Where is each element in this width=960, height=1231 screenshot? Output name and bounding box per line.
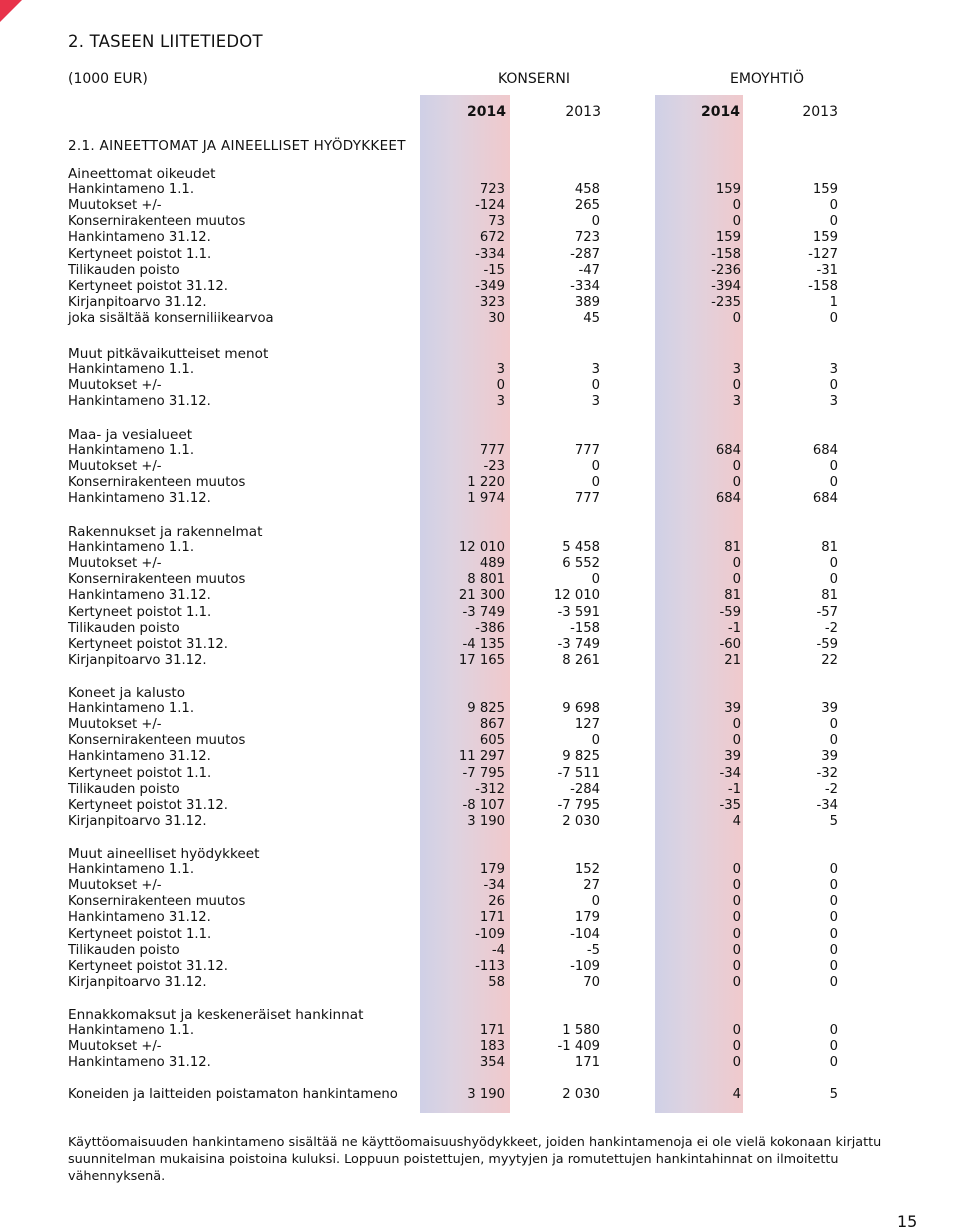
emoyhtio-2013-value: -158	[808, 278, 838, 294]
konserni-2013-value: 0	[591, 733, 600, 749]
group-heading: Ennakkomaksut ja keskeneräiset hankinnat	[68, 1007, 364, 1023]
emoyhtio-2013-value: 0	[829, 556, 838, 572]
konserni-2013-value: 777	[574, 443, 600, 459]
konserni-2014-value: -4	[491, 942, 505, 958]
emoyhtio-2014-value: 39	[724, 749, 741, 765]
row-label: Muutokset +/-	[68, 1039, 162, 1055]
row-label: Kertyneet poistot 31.12.	[68, 636, 228, 652]
row-label: Konsernirakenteen muutos	[68, 572, 246, 588]
konserni-2013-value: -3 749	[557, 636, 600, 652]
konserni-2013-value: 0	[591, 894, 600, 910]
unit-label: (1000 EUR)	[68, 71, 148, 87]
konserni-2014-value: 9 825	[467, 701, 505, 717]
konserni-2013-value: 9 698	[562, 701, 600, 717]
konserni-2014-value: 73	[488, 214, 505, 230]
konserni-2014-value: 1 974	[467, 491, 505, 507]
konserni-2013-value: 12 010	[553, 588, 600, 604]
konserni-2014-value: -23	[483, 459, 505, 475]
emoyhtio-2014-value: -236	[711, 262, 741, 278]
konserni-2014-value: 17 165	[458, 652, 505, 668]
konserni-header: KONSERNI	[498, 71, 570, 87]
table-row	[0, 717, 960, 733]
konserni-2014-value: -334	[475, 246, 505, 262]
konserni-2014-value: -15	[483, 262, 505, 278]
emoyhtio-2013-value: 0	[829, 310, 838, 326]
row-label: Muutokset +/-	[68, 556, 162, 572]
emoyhtio-2013-value: 0	[829, 942, 838, 958]
konserni-2014-value: 323	[479, 294, 505, 310]
row-label: Konsernirakenteen muutos	[68, 894, 246, 910]
emoyhtio-2014-value: 0	[732, 198, 741, 214]
konserni-2013-value: -7 795	[557, 797, 600, 813]
emoyhtio-2014-value: 0	[732, 556, 741, 572]
konserni-2013-value: 70	[583, 974, 600, 990]
konserni-2013-value: 3	[591, 394, 600, 410]
table-row	[0, 443, 960, 459]
emoyhtio-2014-value: 0	[732, 1023, 741, 1039]
konserni-2014-value: 12 010	[458, 540, 505, 556]
total-emoyhtio-2013: 5	[829, 1087, 838, 1102]
table-row	[0, 1055, 960, 1071]
row-label: Kirjanpitoarvo 31.12.	[68, 974, 207, 990]
row-label: Hankintameno 1.1.	[68, 182, 195, 198]
emoyhtio-2013-value: 0	[829, 572, 838, 588]
table-row	[0, 910, 960, 926]
konserni-2014-value: 3 190	[467, 813, 505, 829]
konserni-2013-value: -3 591	[557, 604, 600, 620]
konserni-2013-value: 0	[591, 572, 600, 588]
emoyhtio-2013-value: 0	[829, 926, 838, 942]
emoyhtio-2013-value: 0	[829, 974, 838, 990]
konserni-2013-value: 2 030	[562, 813, 600, 829]
year-konserni-2014: 2014	[467, 104, 506, 120]
emoyhtio-2013-value: -2	[824, 620, 838, 636]
table-row	[0, 814, 960, 830]
emoyhtio-2014-value: -1	[727, 620, 741, 636]
emoyhtio-2014-value: 159	[715, 230, 741, 246]
table-row	[0, 959, 960, 975]
emoyhtio-2014-value: 684	[715, 491, 741, 507]
table-row	[0, 749, 960, 765]
emoyhtio-2013-value: 159	[812, 230, 838, 246]
row-label: Tilikauden poisto	[68, 620, 180, 636]
year-emoyhtio-2013: 2013	[802, 104, 838, 120]
group-heading: Muut aineelliset hyödykkeet	[68, 846, 260, 862]
table-row	[0, 878, 960, 894]
konserni-2014-value: 3	[496, 362, 505, 378]
emoyhtio-2014-value: 159	[715, 182, 741, 198]
emoyhtio-2013-value: -2	[824, 781, 838, 797]
konserni-2013-value: 27	[583, 878, 600, 894]
konserni-2013-value: 0	[591, 475, 600, 491]
emoyhtio-2014-value: -1	[727, 781, 741, 797]
row-label: Kertyneet poistot 31.12.	[68, 278, 228, 294]
konserni-2013-value: -47	[578, 262, 600, 278]
emoyhtio-2013-value: 0	[829, 1039, 838, 1055]
total-label: Koneiden ja laitteiden poistamaton hankintameno	[68, 1087, 398, 1102]
row-label: Hankintameno 31.12.	[68, 230, 211, 246]
konserni-2013-value: 8 261	[562, 652, 600, 668]
emoyhtio-2013-value: 1	[829, 294, 838, 310]
konserni-2014-value: 354	[479, 1055, 505, 1071]
table-row	[0, 588, 960, 604]
table-row	[0, 491, 960, 507]
total-row	[0, 1087, 960, 1103]
table-row	[0, 263, 960, 279]
emoyhtio-2013-value: 0	[829, 1023, 838, 1039]
table-row	[0, 975, 960, 991]
table-row	[0, 782, 960, 798]
emoyhtio-2013-value: -57	[816, 604, 838, 620]
emoyhtio-2013-value: 3	[829, 362, 838, 378]
konserni-2014-value: 777	[479, 443, 505, 459]
konserni-2014-value: 179	[479, 862, 505, 878]
konserni-2013-value: 0	[591, 378, 600, 394]
emoyhtio-2014-value: 0	[732, 475, 741, 491]
emoyhtio-2014-value: -60	[719, 636, 741, 652]
konserni-2013-value: 458	[574, 182, 600, 198]
emoyhtio-2013-value: 0	[829, 910, 838, 926]
table-row	[0, 362, 960, 378]
konserni-2013-value: -5	[586, 942, 600, 958]
konserni-2014-value: 26	[488, 894, 505, 910]
emoyhtio-2013-value: -31	[816, 262, 838, 278]
emoyhtio-2014-value: 0	[732, 942, 741, 958]
row-label: Kertyneet poistot 1.1.	[68, 246, 212, 262]
konserni-2014-value: 723	[479, 182, 505, 198]
group-heading: Maa- ja vesialueet	[68, 427, 193, 443]
konserni-2013-value: -1 409	[557, 1039, 600, 1055]
table-row	[0, 701, 960, 717]
table-row	[0, 862, 960, 878]
emoyhtio-2014-value: -158	[711, 246, 741, 262]
table-row	[0, 378, 960, 394]
konserni-2013-value: -284	[570, 781, 600, 797]
table-row	[0, 214, 960, 230]
page-number: 15	[897, 1212, 918, 1231]
konserni-2014-value: 171	[479, 910, 505, 926]
konserni-2014-value: 489	[479, 556, 505, 572]
konserni-2013-value: 389	[574, 294, 600, 310]
group-heading: Aineettomat oikeudet	[68, 166, 216, 182]
row-label: Hankintameno 31.12.	[68, 491, 211, 507]
table-row	[0, 572, 960, 588]
emoyhtio-2014-value: 0	[732, 958, 741, 974]
emoyhtio-2013-value: 81	[821, 588, 838, 604]
emoyhtio-2013-value: 159	[812, 182, 838, 198]
footnote: Käyttöomaisuuden hankintameno sisältää ne käyttöomaisuushyödykkeet, joiden hankintamenoja ei ole vielä kokonaan kirjattu suunnitelman mukaisina poistoina kuluksi. Loppuun poistettujen, myytyjen ja romutettujen hankintahinnat on ilmoitettu vähennyksenä.	[68, 1135, 882, 1184]
konserni-2014-value: -124	[475, 198, 505, 214]
table-row	[0, 394, 960, 410]
table-row	[0, 1023, 960, 1039]
konserni-2014-value: 867	[479, 717, 505, 733]
emoyhtio-2013-value: 0	[829, 958, 838, 974]
table-row	[0, 279, 960, 295]
emoyhtio-2014-value: 0	[732, 878, 741, 894]
table-row	[0, 766, 960, 782]
table-row	[0, 943, 960, 959]
konserni-2014-value: -312	[475, 781, 505, 797]
emoyhtio-2014-value: 0	[732, 1055, 741, 1071]
group-heading: Rakennukset ja rakennelmat	[68, 524, 263, 540]
emoyhtio-2014-value: 81	[724, 588, 741, 604]
konserni-2014-value: 8 801	[467, 572, 505, 588]
konserni-2013-value: -287	[570, 246, 600, 262]
row-label: Konsernirakenteen muutos	[68, 733, 246, 749]
row-label: Kertyneet poistot 1.1.	[68, 604, 212, 620]
emoyhtio-2013-value: 0	[829, 717, 838, 733]
konserni-2013-value: -109	[570, 958, 600, 974]
page-title: 2. TASEEN LIITETIEDOT	[68, 32, 263, 51]
konserni-2013-value: 777	[574, 491, 600, 507]
konserni-2014-value: 21 300	[458, 588, 505, 604]
konserni-2014-value: 672	[479, 230, 505, 246]
konserni-2013-value: -334	[570, 278, 600, 294]
konserni-2014-value: -349	[475, 278, 505, 294]
konserni-2013-value: 0	[591, 459, 600, 475]
konserni-2013-value: 6 552	[562, 556, 600, 572]
year-konserni-2013: 2013	[565, 104, 601, 120]
konserni-2013-value: 3	[591, 362, 600, 378]
table-row	[0, 311, 960, 327]
table-row	[0, 733, 960, 749]
emoyhtio-2013-value: 22	[821, 652, 838, 668]
konserni-2014-value: -109	[475, 926, 505, 942]
group-heading: Koneet ja kalusto	[68, 685, 186, 701]
konserni-2014-value: -4 135	[462, 636, 505, 652]
emoyhtio-2013-value: 0	[829, 475, 838, 491]
emoyhtio-2014-value: 0	[732, 733, 741, 749]
emoyhtio-2014-value: 0	[732, 862, 741, 878]
konserni-2013-value: 265	[574, 198, 600, 214]
table-row	[0, 894, 960, 910]
emoyhtio-2014-value: -394	[711, 278, 741, 294]
emoyhtio-2014-value: 0	[732, 214, 741, 230]
konserni-2013-value: -158	[570, 620, 600, 636]
emoyhtio-2013-value: 684	[812, 443, 838, 459]
row-label: Kertyneet poistot 31.12.	[68, 797, 228, 813]
emoyhtio-2014-value: 0	[732, 974, 741, 990]
group-heading: Muut pitkävaikutteiset menot	[68, 346, 269, 362]
emoyhtio-2014-value: 0	[732, 310, 741, 326]
section-title: 2.1. AINEETTOMAT JA AINEELLISET HYÖDYKKEET	[68, 138, 406, 154]
row-label: Kirjanpitoarvo 31.12.	[68, 652, 207, 668]
emoyhtio-2014-value: 0	[732, 926, 741, 942]
row-label: Hankintameno 1.1.	[68, 362, 195, 378]
konserni-2014-value: 58	[488, 974, 505, 990]
konserni-2013-value: 723	[574, 230, 600, 246]
konserni-2014-value: 30	[488, 310, 505, 326]
emoyhtio-2013-value: -34	[816, 797, 838, 813]
emoyhtio-2014-value: 81	[724, 540, 741, 556]
table-row	[0, 295, 960, 311]
emoyhtio-2014-value: 0	[732, 717, 741, 733]
emoyhtio-2014-value: 3	[732, 394, 741, 410]
row-label: Muutokset +/-	[68, 878, 162, 894]
emoyhtio-header: EMOYHTIÖ	[730, 71, 804, 87]
konserni-2013-value: 0	[591, 214, 600, 230]
table-row	[0, 540, 960, 556]
row-label: Muutokset +/-	[68, 717, 162, 733]
row-label: Kirjanpitoarvo 31.12.	[68, 813, 207, 829]
table-row	[0, 653, 960, 669]
total-emoyhtio-2014: 4	[732, 1087, 741, 1102]
konserni-2013-value: 152	[574, 862, 600, 878]
row-label: Muutokset +/-	[68, 459, 162, 475]
emoyhtio-2013-value: 0	[829, 1055, 838, 1071]
emoyhtio-2013-value: -59	[816, 636, 838, 652]
row-label: Hankintameno 1.1.	[68, 443, 195, 459]
emoyhtio-2014-value: 3	[732, 362, 741, 378]
emoyhtio-2014-value: -35	[719, 797, 741, 813]
emoyhtio-2013-value: 0	[829, 878, 838, 894]
konserni-2013-value: -104	[570, 926, 600, 942]
emoyhtio-2014-value: 0	[732, 572, 741, 588]
emoyhtio-2013-value: 81	[821, 540, 838, 556]
emoyhtio-2013-value: 684	[812, 491, 838, 507]
emoyhtio-2014-value: 21	[724, 652, 741, 668]
emoyhtio-2014-value: -59	[719, 604, 741, 620]
emoyhtio-2013-value: 39	[821, 749, 838, 765]
row-label: Kertyneet poistot 1.1.	[68, 765, 212, 781]
table-row	[0, 605, 960, 621]
table-row	[0, 798, 960, 814]
row-label: Hankintameno 1.1.	[68, 540, 195, 556]
emoyhtio-2013-value: 0	[829, 733, 838, 749]
emoyhtio-2014-value: -235	[711, 294, 741, 310]
table-row	[0, 247, 960, 263]
table-row	[0, 475, 960, 491]
row-label: Hankintameno 1.1.	[68, 862, 195, 878]
corner-accent-mark	[0, 0, 22, 22]
konserni-2014-value: 0	[496, 378, 505, 394]
emoyhtio-2013-value: 39	[821, 701, 838, 717]
emoyhtio-2014-value: 0	[732, 378, 741, 394]
emoyhtio-2013-value: 5	[829, 813, 838, 829]
emoyhtio-2014-value: 0	[732, 910, 741, 926]
emoyhtio-2014-value: 39	[724, 701, 741, 717]
row-label: Kertyneet poistot 31.12.	[68, 958, 228, 974]
konserni-2013-value: 127	[574, 717, 600, 733]
konserni-2013-value: 179	[574, 910, 600, 926]
row-label: Hankintameno 1.1.	[68, 1023, 195, 1039]
row-label: Tilikauden poisto	[68, 781, 180, 797]
emoyhtio-2013-value: -127	[808, 246, 838, 262]
table-row	[0, 198, 960, 214]
row-label: Tilikauden poisto	[68, 942, 180, 958]
table-row	[0, 637, 960, 653]
row-label: Hankintameno 1.1.	[68, 701, 195, 717]
emoyhtio-2013-value: 0	[829, 198, 838, 214]
emoyhtio-2013-value: 0	[829, 378, 838, 394]
konserni-2014-value: 11 297	[458, 749, 505, 765]
table-row	[0, 556, 960, 572]
konserni-2014-value: -34	[483, 878, 505, 894]
row-label: Kirjanpitoarvo 31.12.	[68, 294, 207, 310]
konserni-2014-value: 183	[479, 1039, 505, 1055]
row-label: Konsernirakenteen muutos	[68, 475, 246, 491]
row-label: Hankintameno 31.12.	[68, 1055, 211, 1071]
row-label: Tilikauden poisto	[68, 262, 180, 278]
emoyhtio-2013-value: 0	[829, 214, 838, 230]
year-emoyhtio-2014: 2014	[701, 104, 740, 120]
konserni-2014-value: 605	[479, 733, 505, 749]
row-label: Kertyneet poistot 1.1.	[68, 926, 212, 942]
konserni-2013-value: 45	[583, 310, 600, 326]
row-label: Hankintameno 31.12.	[68, 588, 211, 604]
row-label: Hankintameno 31.12.	[68, 910, 211, 926]
emoyhtio-2014-value: 0	[732, 459, 741, 475]
konserni-2013-value: 171	[574, 1055, 600, 1071]
table-row	[0, 230, 960, 246]
row-label: Hankintameno 31.12.	[68, 394, 211, 410]
row-label: Muutokset +/-	[68, 198, 162, 214]
konserni-2014-value: -386	[475, 620, 505, 636]
konserni-2014-value: 3	[496, 394, 505, 410]
konserni-2013-value: 9 825	[562, 749, 600, 765]
konserni-2014-value: -113	[475, 958, 505, 974]
konserni-2014-value: -3 749	[462, 604, 505, 620]
table-row	[0, 459, 960, 475]
table-row	[0, 927, 960, 943]
row-label: Hankintameno 31.12.	[68, 749, 211, 765]
row-label: joka sisältää konserniliikearvoa	[68, 310, 274, 326]
emoyhtio-2013-value: 3	[829, 394, 838, 410]
emoyhtio-2014-value: 684	[715, 443, 741, 459]
table-row	[0, 1039, 960, 1055]
konserni-2013-value: 5 458	[562, 540, 600, 556]
row-label: Muutokset +/-	[68, 378, 162, 394]
konserni-2014-value: -7 795	[462, 765, 505, 781]
total-konserni-2014: 3 190	[467, 1087, 505, 1102]
emoyhtio-2014-value: 0	[732, 1039, 741, 1055]
konserni-2014-value: -8 107	[462, 797, 505, 813]
total-konserni-2013: 2 030	[562, 1087, 600, 1102]
emoyhtio-2014-value: 0	[732, 894, 741, 910]
emoyhtio-2014-value: 4	[732, 813, 741, 829]
emoyhtio-2013-value: 0	[829, 459, 838, 475]
konserni-2014-value: 1 220	[467, 475, 505, 491]
row-label: Konsernirakenteen muutos	[68, 214, 246, 230]
konserni-2014-value: 171	[479, 1023, 505, 1039]
table-row	[0, 182, 960, 198]
konserni-2013-value: 1 580	[562, 1023, 600, 1039]
emoyhtio-2014-value: -34	[719, 765, 741, 781]
table-row	[0, 621, 960, 637]
emoyhtio-2013-value: 0	[829, 862, 838, 878]
emoyhtio-2013-value: -32	[816, 765, 838, 781]
emoyhtio-2013-value: 0	[829, 894, 838, 910]
konserni-2013-value: -7 511	[557, 765, 600, 781]
